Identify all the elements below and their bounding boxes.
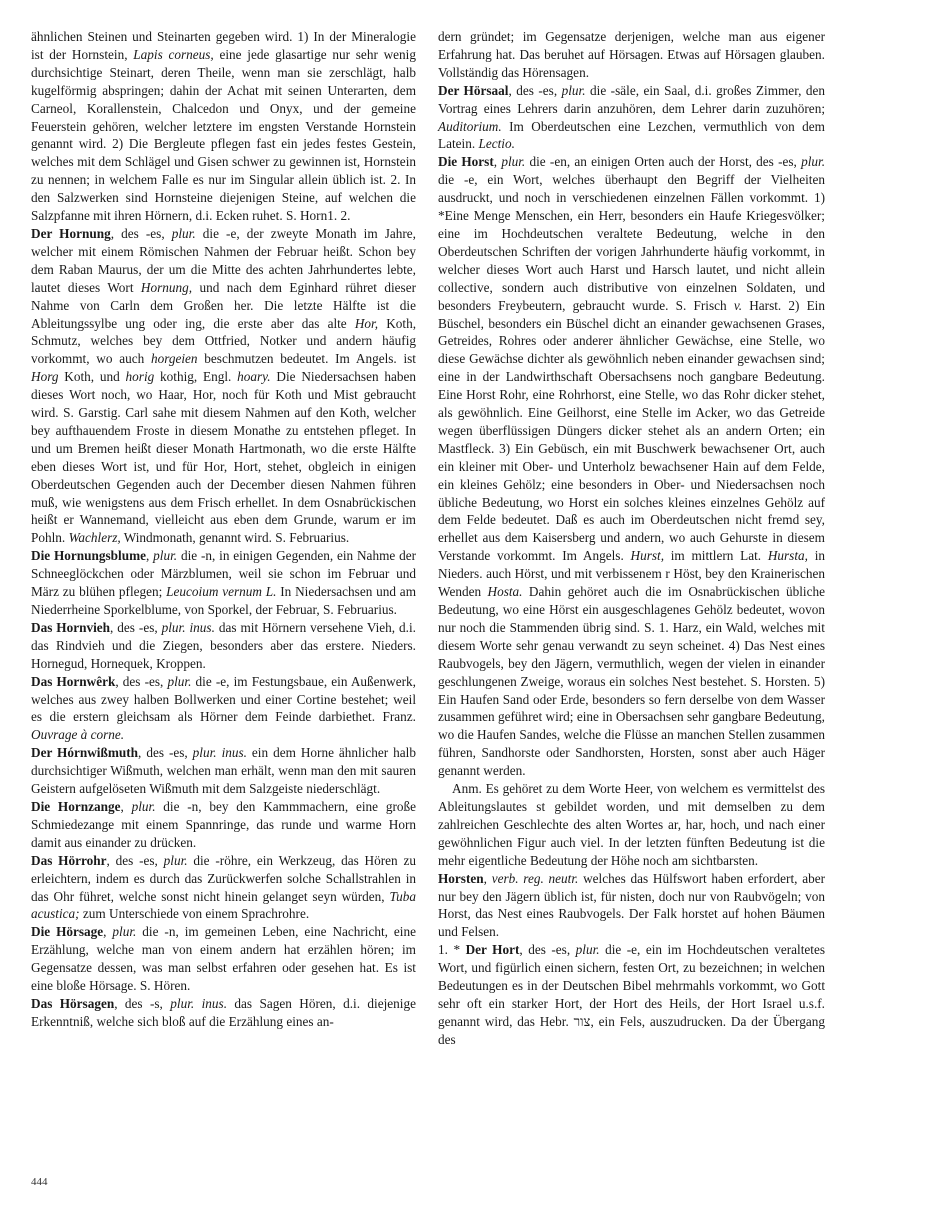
entry-horsagen [31, 995, 416, 1031]
entry-horsten [438, 870, 825, 942]
italic-term: plur. [112, 924, 137, 940]
entry-text: , des -es, [110, 225, 172, 241]
entry-text: die -röhre, ein Werkzeug, das Hören zu erleichtern, indem es durch das Zurückwerfen solche Schallstrahlen in das Ohr führet, welche sonst nicht hinein gelanget seyn würden, [31, 852, 416, 904]
italic-term: horig [125, 369, 155, 385]
entry-text: , [483, 870, 492, 886]
headword: Die Hornzange [31, 798, 121, 814]
entry-text: die -n, in einigen Gegenden, ein Nahme der Schneeglöckchen oder Märzblumen, weil sie schon im Februar und März zu blühen pflegen; [31, 548, 417, 600]
italic-term: plur. [171, 225, 196, 241]
italic-term: plur. [561, 82, 586, 98]
entry-text: eine jede glasartige nur sehr wenig durchsichtige Steinart, deren Theile, wenn man sie zerschlägt, halb kugelförmig abspringen; dahin der Achat mit seinen Unterarten, dem Carneol, Korallenstein, Chalcedon und Onyx, und der gemeine Feuerstein gehören, welcher letztere im engsten Verstande Hornstein genannt wird. 2) Die Bergleute pflegen fast ein jedes festes Gestein, welches mit dem Schlägel und Gisen schwer zu gewinnen ist, Hornstein zu nennen; in welchem Falle es nur im Singular allein üblich ist. 2. In den Salzwerken sind Hornsteine diejenigen Steine, auf welchen die Salzpfanne mit ihren Hörnern, d.i. Ecken ruhet. S. Horn1. 2. [31, 46, 416, 224]
entry-text: beschmutzen bedeutet. Im Angels. ist [197, 351, 416, 367]
entry-text: dern gründet; im Gegensatze derjenigen, welche man aus eigener Erfahrung hat. Das beruhet auf Hörsagen. Etwas auf Hörsagen glauben. Vollständig das Hörensagen. [438, 29, 825, 80]
entry-text: die -en, an einigen Orten auch der Horst, des -es, [525, 154, 802, 170]
entry-text: in Nieders. auch Hörst, und mit verbissenem r Höst, bey den Krainerischen Wenden [438, 548, 825, 600]
italic-term: plur. [153, 548, 178, 564]
entry-hornung [31, 225, 416, 547]
italic-term: plur. [131, 798, 156, 814]
entry-text: ein dem Horne ähnlicher halb durchsichtiger Wißmuth, welchen man erhält, wenn man den mit sauren Geistern aufgelöseten Wißmuth mit dem Salzgeiste niederschlägt. [31, 745, 416, 797]
italic-term: Tuba acustica; [31, 888, 416, 922]
italic-term: plur. [163, 852, 188, 868]
entry-text: , [120, 798, 132, 814]
entry-text: Im Oberdeutschen eine Lezchen, vermuthlich von dem Latein. [438, 118, 825, 152]
headword: Das Hornvieh [31, 619, 111, 635]
italic-term: plur. [801, 154, 826, 170]
entry-text: , des -es, [519, 942, 576, 958]
entry-text: und nach dem Eginhard rühret dieser Nahme von Carln dem Großen her. Die letzte Hälfte ist die Ableitungssylbe ung oder ing, die erste aber das alte [31, 279, 416, 331]
italic-term: verb. reg. neutr. [491, 870, 579, 886]
italic-term: Auditorium. [438, 118, 502, 134]
entry-text: die -n, im gemeinen Leben, eine Nachricht, eine Erzählung, welche man von einem andern hat erzählen hören; im Gegensatze dessen, was man selbst erfahren oder gesehen hat. Es ist eine bloße Hörsage. S. Hören. [31, 924, 416, 994]
italic-term: Leucoium vernum L. [166, 584, 277, 600]
italic-term: Hornung, [140, 279, 193, 295]
entry-text: Koth, und [58, 369, 126, 385]
entry-text: die -e, der zweyte Monath im Jahre, welcher mit einem Römischen Nahmen der Februar heißt. Schon bey dem Raban Maurus, der um die Mitte des achten Jahrhundertes lebte, lautet dieses Wort [31, 225, 416, 295]
entry-text: צור [573, 1013, 591, 1029]
headword: Horsten [438, 870, 484, 886]
italic-term: Hursta, [767, 548, 808, 564]
italic-term: plur. [575, 942, 600, 958]
headword: Der Hornung [31, 225, 111, 241]
entry-text: Dahin gehöret auch die im Osnabrückischen übliche Bedeutung, wo eine Hörst ein ausgeschlagenes Gehölz bedeutet, wovon nur noch die Stammenden übrig sind. S. 1. Harz, ein Wald, welches mit diesem Worte sehr genau verwandt zu seyn scheinet. 4) Das Nest eines Raubvogels, bey den Jägern, vermuthlich, wegen der vielen in einander geschlungenen Zweige, woraus ein solches Nest bestehet. S. Horsten. 5) Ein Haufen Sand oder Erde, besonders so fern derselbe von dem Wasser zusammen geführet wird; eine in Obersachsen sehr gangbare Bedeutung, wo die Haufen Sandes, welche die Flüsse an manchen Stellen zusammen führen, Sandhorste oder Sandhorsten, Horsten, sonst aber auch Häger genannt werden. [438, 584, 825, 779]
italic-term: Hosta. [487, 584, 523, 600]
italic-term: Wachlerz, [68, 530, 121, 546]
italic-term: horgeien [150, 351, 198, 367]
entry-text: die -säle, ein Saal, d.i. großes Zimmer, den Vortrag eines Lehrers darin anzuhören, dem Lehrer darin zuzuhören; [438, 82, 825, 116]
headword: Das Hornwêrk [31, 673, 116, 689]
headword: Die Hörsage [31, 924, 104, 940]
italic-term: v. [733, 297, 743, 313]
entry-text: , des -es, [508, 82, 562, 98]
entry-text: ähnlichen Steinen und Steinarten gegeben wird. 1) In der Mineralogie ist der Hornstein, [31, 29, 416, 62]
entry-horst [438, 153, 825, 780]
entry-text: , des -es, [115, 673, 168, 689]
entry-text: welches das Hülfswort haben erfordert, aber nur bey den Jägern üblich ist, für nisten, doch nur von Raubvögeln; von Horst, das Nest eines Raubvogels. Der Falk horstet auf hohen Bäumen und Felsen. [438, 870, 825, 940]
italic-term: hoary. [237, 369, 271, 385]
entry-hornwissmuth [31, 744, 416, 798]
headword: Die Hornungsblume [31, 548, 147, 564]
italic-term: Lectio. [478, 136, 515, 152]
entry-text: Windmonath, genannt wird. S. Februarius. [120, 530, 350, 546]
entry-horrohr [31, 852, 416, 924]
entry-hornungsblume [31, 547, 416, 619]
entry-cont [31, 28, 416, 225]
headword: Die Horst [438, 154, 494, 170]
entry-hort [438, 941, 825, 1048]
entry-text: Anm. Es gehöret zu dem Worte Heer, von welchem es vermittelst des Ableitungslautes st gebildet worden, und mit demselben zu dem zahlreichen Geschlechte des alten Wortes ar, har, hoch, und nach einer gewöhnlichen Figur auch viel. In der letzten fünften Bedeutung ist die mehr eigentliche Bedeutung der Höhe noch am sichtbarsten. [438, 781, 825, 868]
entry-text: , des -es, [106, 852, 164, 868]
italic-term: Hor, [354, 315, 379, 331]
entry-text: zum Unterschiede von einem Sprachrohre. [79, 906, 310, 922]
entry-text: 1. * [438, 942, 466, 958]
italic-term: Hurst, [630, 548, 665, 564]
entry-text: , [493, 154, 502, 170]
entry-text: die -e, ein Wort, welches überhaupt den Begriff der Vielheiten ausdruckt, und noch in verschiedenen einzelnen Fällen vorkommt. 1) *Eine Menge Menschen, ein Herr, besonders ein Haufe Kriegesvölker; eine im Hochdeutschen veraltete Bedeutung, welche in den Oberdeutschen Schriften der vorigen Jahrhunderte häufig vorkommt, in welcher dieses Wort auch Harst und Harsch lautet, und nicht allein collective, sondern auch distributive von einzelnen Soldaten, und besonders Freybeutern, gebraucht wurde. S. Frisch [438, 172, 825, 313]
left-column [31, 28, 416, 1031]
headword: Der Hort [465, 942, 520, 958]
entry-text: die -n, bey den Kammmachern, eine große Schmiedezange mit einem Spannringe, das runde und warme Horn damit aus einander zu drücken. [31, 798, 416, 850]
italic-term: plur. inus. [170, 995, 228, 1011]
entry-horst-anm [438, 780, 825, 870]
entry-text: , des -s, [114, 995, 171, 1011]
entry-text: das Sagen Hören, d.i. diejenige Erkenntniß, welche sich bloß auf die Erzählung eines an- [31, 995, 416, 1029]
headword: Das Hörsagen [31, 995, 115, 1011]
italic-term: Horg [31, 369, 59, 385]
entry-text: das mit Hörnern versehene Vieh, d.i. das Rindvieh und die Ziegen, besonders aber das erstere. Nieders. Hornegud, Hornequek, Kroppen. [31, 619, 416, 671]
italic-term: plur. inus. [192, 745, 247, 761]
entry-hornwerk [31, 673, 416, 745]
entry-horsage [31, 923, 416, 995]
entry-text: die -e, im Festungsbaue, ein Außenwerk, welches aus zwey halben Bollwerken und einer Cortine bestehet; weil es die erstern gleichsam als Hörner dem Feinde darbiethet. Franz. [31, 673, 416, 725]
italic-term: plur. [167, 673, 192, 689]
italic-term: plur. inus. [161, 619, 215, 635]
entry-text: Koth, Schmutz, welches bey dem Ottfried, Notker und andern häufig vorkommt, wo auch [31, 315, 416, 367]
italic-term: Lapis corneus, [133, 46, 214, 62]
page-number: 444 [31, 1176, 48, 1188]
entry-text: , [103, 924, 113, 940]
italic-term: Ouvrage à corne. [31, 727, 125, 743]
entry-hornzange [31, 798, 416, 852]
entry-text: , des -es, [110, 619, 162, 635]
headword: Der Hörsaal [438, 82, 509, 98]
entry-text: , ein Fels, auszudrucken. Da der Übergang des [438, 1013, 825, 1047]
entry-text: die -e, ein im Hochdeutschen veraltetes Wort, und figürlich einen sichern, festen Ort, zu bezeichnen; in welchen Bedeutungen es in der Deutschen Bibel mehrmahls vorkommt, wo Gott sehr oft ein starker Hort, der Hort des Heils, der Hort Israel u.s.f. genannt wird, das Hebr. [438, 942, 825, 1029]
entry-horsagen-cont [438, 28, 825, 82]
entry-text: Harst. 2) Ein Büschel, besonders ein Büschel dicht an einander gewachsenen Grases, Getreides, Rohres oder anderer ähnlicher Gewächse, eine Stelle, wo diese Gewächse dichter als gewöhnlich neben einander gewachsen sind; eine in der Landwirthschaft Obersachsens noch gangbare Bedeutung. Eine Horst Rohr, eine Rohrhorst, eine Stelle, wo das Rohr dicker stehet, als gewöhnlich. Eine Geilhorst, eine Stelle im Acker, wo das Getreide wegen überflüssigen Düngers dicker stehet als an andern Orten; ein Mastfleck. 3) Ein Gebüsch, ein mit Buschwerk bewachsener Ort, auch ein kleiner mit Ober- und Unterholz bewachsener Hain auf dem Felde, ein kleines Gehölz; eine besonders in Ober- und Niedersachsen noch übliche Bedeutung, wo Horst ein solches kleines einzelnes Gehölz auf dem Felde bedeutet. Daß es auch im Oberdeutschen nicht fremd sey, erhellet aus dem Kaisersberg und andern, wo auch Gehurste in diesem Verstande vorkommt. Im Angels. [438, 297, 825, 564]
entry-text: , [146, 548, 154, 564]
headword: Der Hórnwißmuth [31, 745, 139, 761]
entry-text: kothig, Engl. [154, 369, 238, 385]
italic-term: plur. [501, 154, 526, 170]
entry-text: , des -es, [138, 745, 193, 761]
entry-text: im mittlern Lat. [664, 548, 768, 564]
entry-horsaal [438, 82, 825, 154]
entry-text: In Niedersachsen und am Niederrheine Sporkelblume, von Sporkel, der Februar, S. Februarius. [31, 584, 416, 617]
right-column [438, 28, 825, 1049]
entry-text: Die Niedersachsen haben dieses Wort noch, wo Haar, Hor, noch für Koth und Mist gebraucht wird. S. Garstig. Carl sahe mit diesem Nahmen auf den Koth, welcher bey aufthauendem Froste in diesem Monathe zu entstehen pfleget. In und um Bremen heißt dieser Monath Hartmonath, wo die erste Hälfte eben dieses Wort ist, und für Hor, Hort, stehet, obgleich in einigen Oberdeutschen Gegenden auch der December diesen Nahmen führen muß, wie wenigstens aus dem Frisch erhellet. In dem Osnabrückischen heißt er Wannemand, vielleicht aus eben dem Grunde, warum er im Pohln. [31, 369, 417, 546]
entry-hornvieh [31, 619, 416, 673]
headword: Das Hörrohr [31, 852, 107, 868]
